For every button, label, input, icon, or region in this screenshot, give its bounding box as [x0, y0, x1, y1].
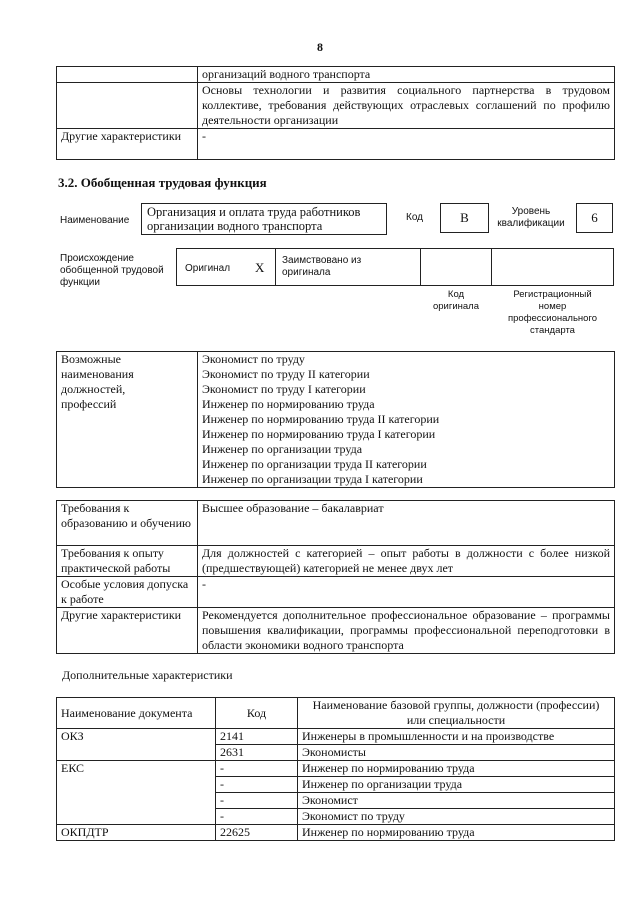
table-row: [57, 67, 615, 83]
table-row: [57, 809, 615, 825]
top-table-value: Основы технологии и развития социального партнерства в трудовом коллективе, требования действующих отраслевых соглашений по профилю деятельности организации: [198, 83, 615, 129]
origin-label-line: Происхождение: [60, 253, 134, 264]
additional-table: [56, 697, 615, 841]
cell-name: Инженер по нормированию труда: [298, 761, 615, 777]
code-original-caption: [420, 289, 492, 313]
level-label-line: Уровень: [511, 206, 551, 217]
list-item: Инженер по организации труда I категории: [202, 472, 423, 486]
cell-code: -: [216, 777, 298, 793]
table-row: [57, 729, 615, 745]
caption-line: профессионального: [508, 313, 597, 324]
header-document: Наименование документа: [57, 698, 216, 729]
level-label-line: квалификации: [497, 218, 565, 229]
top-table-label: [57, 67, 198, 83]
positions-label: [57, 352, 198, 488]
list-item: Инженер по нормированию труда: [202, 397, 375, 411]
top-table-value: -: [198, 129, 615, 160]
cell-document: ОКПДТР: [57, 825, 216, 841]
original-mark: X: [255, 260, 265, 275]
cell-code: 22625: [216, 825, 298, 841]
caption-line: Код: [447, 289, 465, 300]
table-row: [57, 745, 615, 761]
reg-number-caption: [491, 289, 614, 337]
requirement-label: Требования к образованию и обучению: [57, 501, 198, 546]
table-row: [57, 577, 615, 608]
table-row: [57, 83, 615, 129]
header-code: Код: [216, 698, 298, 729]
requirements-table: [56, 500, 615, 654]
list-item: Инженер по нормированию труда I категории: [202, 427, 436, 441]
positions-list: [198, 352, 615, 488]
table-row: [57, 793, 615, 809]
section-title: 3.2. Обобщенная трудовая функция: [58, 175, 267, 190]
top-table-label: [57, 83, 198, 129]
function-name-line: организации водного транспорта: [147, 219, 323, 233]
list-item: Экономист по труду II категории: [202, 367, 370, 381]
table-row: [57, 825, 615, 841]
cell-code: -: [216, 761, 298, 777]
cell-name: Инженер по организации труда: [298, 777, 615, 793]
requirement-value: Рекомендуется дополнительное профессиональное образование – программы повышения квалификации, программы профессиональной переподготовки в области экономики водного транспорта: [198, 608, 615, 654]
function-name-line: Организация и оплата труда работников: [147, 205, 361, 219]
positions-label-line: Возможные: [61, 352, 121, 366]
header-name: Наименование базовой группы, должности (профессии) или специальности: [298, 698, 615, 729]
list-item: Инженер по организации труда: [202, 442, 363, 456]
cell-document: ЕКС: [57, 761, 216, 777]
cell-document: [57, 793, 216, 809]
reg-number-box: [491, 248, 614, 286]
requirement-value: -: [198, 577, 615, 608]
requirement-label: Другие характеристики: [57, 608, 198, 654]
cell-name: Экономист по труду: [298, 809, 615, 825]
table-row: [57, 761, 615, 777]
borrowed-box: [275, 248, 421, 286]
original-label: Оригинал: [185, 263, 231, 274]
positions-label-line: должностей,: [61, 382, 126, 396]
caption-line: номер: [538, 301, 567, 312]
code-original-box: [420, 248, 492, 286]
origin-label-line: обобщенной трудовой: [60, 265, 164, 276]
table-row: [57, 352, 615, 488]
top-table: [56, 66, 615, 160]
table-row: [57, 501, 615, 546]
origin-label-line: функции: [60, 277, 100, 288]
cell-name: Экономисты: [298, 745, 615, 761]
caption-line: Регистрационный: [513, 289, 592, 300]
requirement-label: Требования к опыту практической работы: [57, 546, 198, 577]
name-label: Наименование: [60, 215, 130, 226]
cell-name: Инженер по нормированию труда: [298, 825, 615, 841]
caption-line: стандарта: [530, 325, 575, 336]
cell-code: -: [216, 809, 298, 825]
cell-name: Инженеры в промышленности и на производстве: [298, 729, 615, 745]
table-row: [57, 546, 615, 577]
level-value: 6: [576, 203, 613, 233]
borrowed-label-line: оригинала: [282, 267, 331, 278]
positions-table: [56, 351, 615, 488]
level-label: [488, 206, 574, 230]
code-label: Код: [406, 212, 424, 223]
additional-title: Дополнительные характеристики: [62, 668, 233, 682]
cell-code: -: [216, 793, 298, 809]
cell-document: ОКЗ: [57, 729, 216, 745]
cell-name: Экономист: [298, 793, 615, 809]
list-item: Инженер по нормированию труда II категории: [202, 412, 440, 426]
requirement-label: Особые условия допуска к работе: [57, 577, 198, 608]
requirement-value: Высшее образование – бакалавриат: [198, 501, 615, 546]
positions-label-line: наименования: [61, 367, 134, 381]
caption-line: оригинала: [432, 301, 479, 312]
function-name-box: [141, 203, 387, 235]
code-value: B: [440, 203, 489, 233]
requirement-value: Для должностей с категорией – опыт работы в должности с более низкой (предшествующей) категорией не менее двух лет: [198, 546, 615, 577]
original-box: [176, 248, 276, 286]
table-row: [57, 129, 615, 160]
borrowed-label-line: Заимствовано из: [282, 255, 362, 266]
positions-label-line: профессий: [61, 397, 117, 411]
top-table-label: Другие характеристики: [57, 129, 198, 160]
origin-label: [60, 253, 164, 289]
list-item: Экономист по труду I категории: [202, 382, 366, 396]
list-item: Экономист по труду: [202, 352, 305, 366]
cell-code: 2141: [216, 729, 298, 745]
top-table-value: организаций водного транспорта: [198, 67, 615, 83]
table-row: [57, 608, 615, 654]
table-header-row: [57, 698, 615, 729]
cell-document: [57, 777, 216, 793]
list-item: Инженер по организации труда II категории: [202, 457, 427, 471]
page-number: 8: [317, 40, 323, 54]
cell-document: [57, 745, 216, 761]
cell-code: 2631: [216, 745, 298, 761]
table-row: [57, 777, 615, 793]
cell-document: [57, 809, 216, 825]
